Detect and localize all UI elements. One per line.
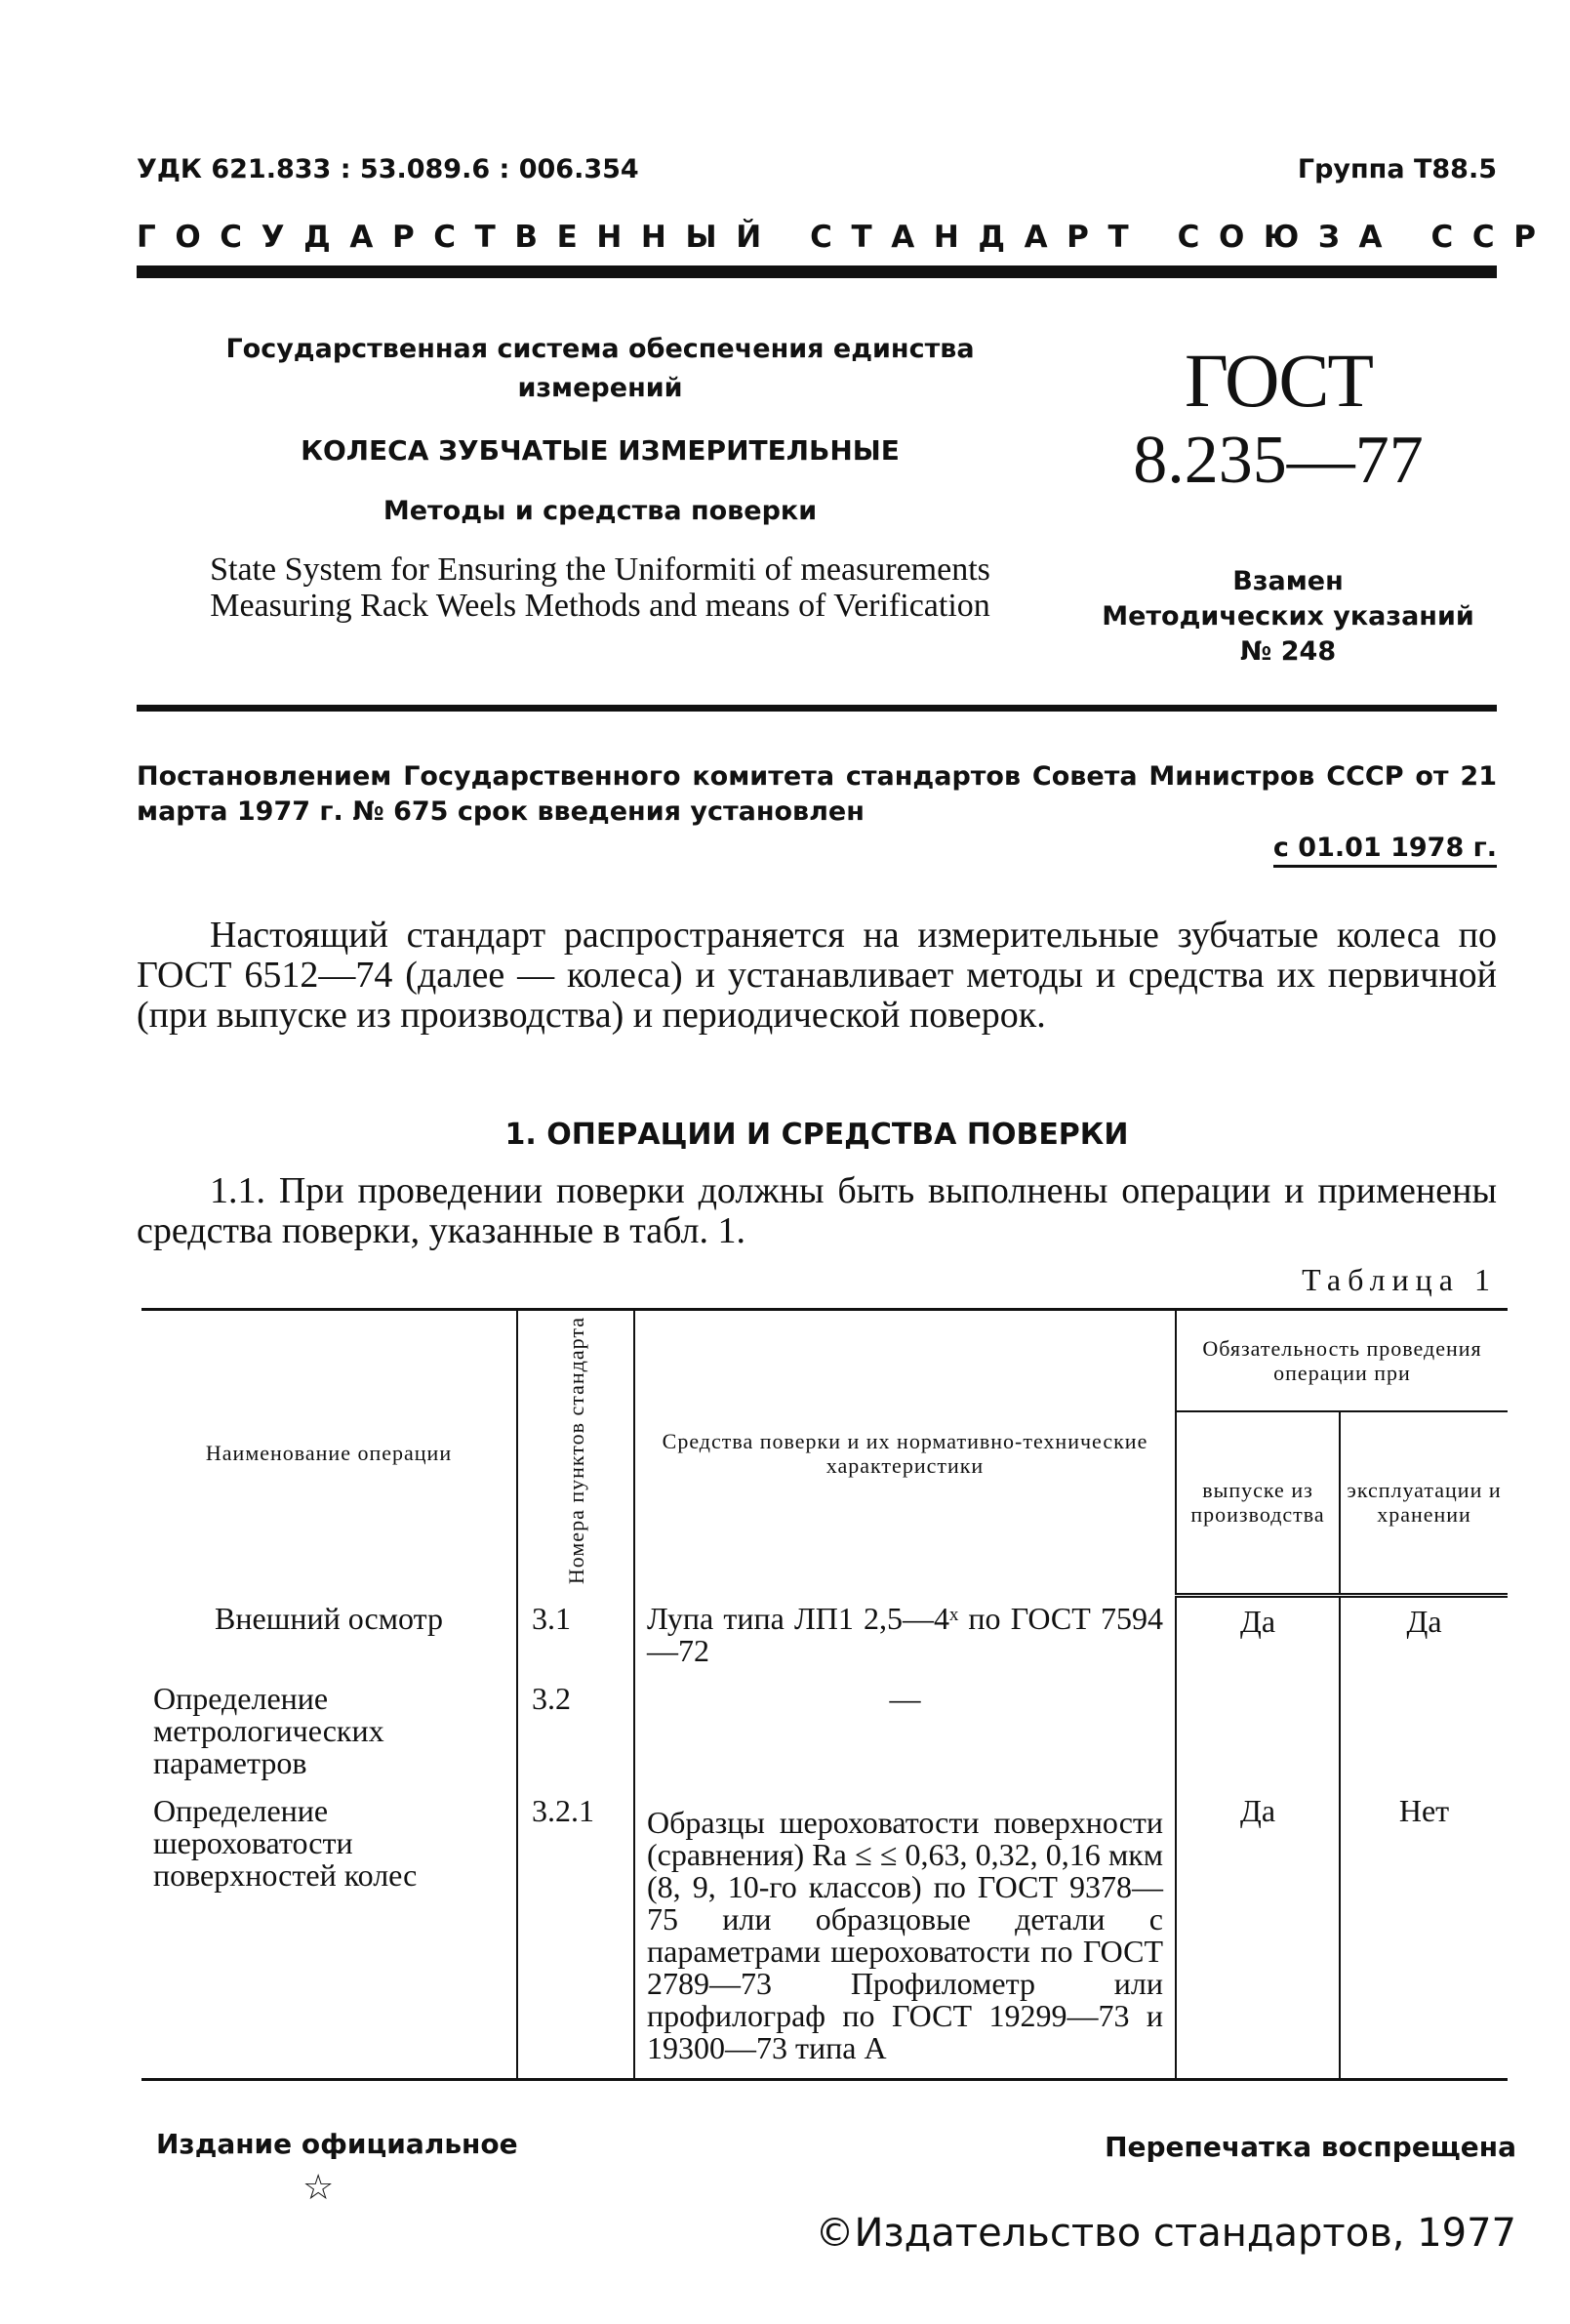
- cell-operation-storage: [1340, 1675, 1508, 1787]
- intro-text: Настоящий стандарт распространяется на измерительные зубчатые колеса по ГОСТ 6512—74 (далее — колеса) и устанавливает методы и средства их первичной (при выпуске из производства) и периодической поверок.: [137, 915, 1497, 1036]
- star-icon: ☆: [302, 2168, 335, 2207]
- table-caption: Таблица 1: [1302, 1262, 1497, 1297]
- decree-text: Постановлением Государственного комитета стандартов Совета Министров СССР от 21 марта 1977 г. № 675 срок введения установлен: [137, 761, 1497, 827]
- header-operation: Наименование операции: [141, 1310, 517, 1596]
- cell-operation: Внешний осмотр: [141, 1595, 517, 1675]
- paragraph-1-1: [137, 1171, 1497, 1251]
- official-edition-label: Издание официальное: [156, 2128, 518, 2160]
- cell-clause: 3.1: [517, 1595, 634, 1675]
- cell-operation: Определение шероховатости поверхностей колес: [141, 1787, 517, 2080]
- cell-operation-storage: Нет: [1340, 1787, 1508, 2080]
- state-standard-header: ГОСУДАРСТВЕННЫЙ СТАНДАРТ СОЮЗА ССР: [137, 220, 1555, 255]
- cell-clause: 3.2: [517, 1675, 634, 1787]
- cell-operation: Определение метрологических параметров: [141, 1675, 517, 1787]
- system-title: Государственная система обеспечения единства измерений: [225, 334, 975, 403]
- cell-operation-storage: Да: [1406, 1603, 1442, 1639]
- intro-paragraph: [137, 916, 1497, 1036]
- reprint-prohibited-label: Перепечатка воспрещена: [1105, 2131, 1516, 2163]
- cell-release: Да: [1176, 1595, 1340, 1675]
- effective-date: с 01.01 1978 г.: [1273, 833, 1497, 868]
- header-release: выпуске из производства: [1176, 1411, 1340, 1595]
- cell-means: Образцы шероховатости поверхности (сравнения) Ra ≤ ≤ 0,63, 0,32, 0,16 мкм (8, 9, 10-го классов) по ГОСТ 9378—75 или образцовые детали с параметрами шероховатости по ГОСТ 2789—73 Профилометр или профилограф по ГОСТ 19299—73 и 19300—73 типа А: [634, 1787, 1176, 2080]
- replaces-note: [1073, 564, 1503, 670]
- header-clause-numbers-text: Номера пунктов стандарта: [563, 1317, 588, 1585]
- standard-subtitle: Методы и средства поверки: [382, 496, 818, 526]
- gost-number: 8.235—77: [1133, 423, 1424, 498]
- cell-means: —: [634, 1675, 1176, 1787]
- header-divider: [137, 265, 1497, 278]
- cell-release: Да: [1176, 1787, 1340, 2080]
- title-block-divider: [137, 705, 1497, 712]
- cell-clause: 3.2.1: [517, 1787, 634, 2080]
- gost-label: ГОСТ: [1184, 338, 1373, 423]
- replaces-line-2: Методических указаний: [1102, 601, 1474, 632]
- table-row: [141, 1787, 1508, 2080]
- paragraph-1-1-text: 1.1. При проведении поверки должны быть выполнены операции и применены средства поверки, указанные в табл. 1.: [137, 1170, 1497, 1251]
- header-clause-numbers: [517, 1310, 634, 1596]
- header-means: Средства поверки и их нормативно-технические характеристики: [634, 1310, 1176, 1596]
- header-mandatory: Обязательность проведения операции при: [1176, 1310, 1508, 1412]
- section-1-heading: 1. ОПЕРАЦИИ И СРЕДСТВА ПОВЕРКИ: [504, 1118, 1129, 1152]
- group-code: Группа Т88.5: [1297, 154, 1497, 184]
- copyright-notice: ©Издательство стандартов, 1977: [815, 2211, 1516, 2256]
- cell-means: Лупа типа ЛП1 2,5—4ˣ по ГОСТ 7594—72: [634, 1595, 1176, 1675]
- header-operation-storage: эксплуатации и хранении: [1340, 1411, 1508, 1595]
- standard-title: КОЛЕСА ЗУБЧАТЫЕ ИЗМЕРИТЕЛЬНЫЕ: [301, 434, 900, 467]
- operations-table: [141, 1308, 1508, 2081]
- udk-code: УДК 621.833 : 53.089.6 : 006.354: [137, 154, 639, 184]
- table-row: [141, 1595, 1508, 1675]
- replaces-line-1: Взамен: [1232, 566, 1344, 596]
- replaces-line-3: № 248: [1239, 636, 1337, 667]
- cell-release: [1176, 1675, 1340, 1787]
- english-title: State System for Ensuring the Uniformiti of measurements Measuring Rack Weels Methods and means of Verification: [210, 551, 990, 624]
- table-row: [141, 1675, 1508, 1787]
